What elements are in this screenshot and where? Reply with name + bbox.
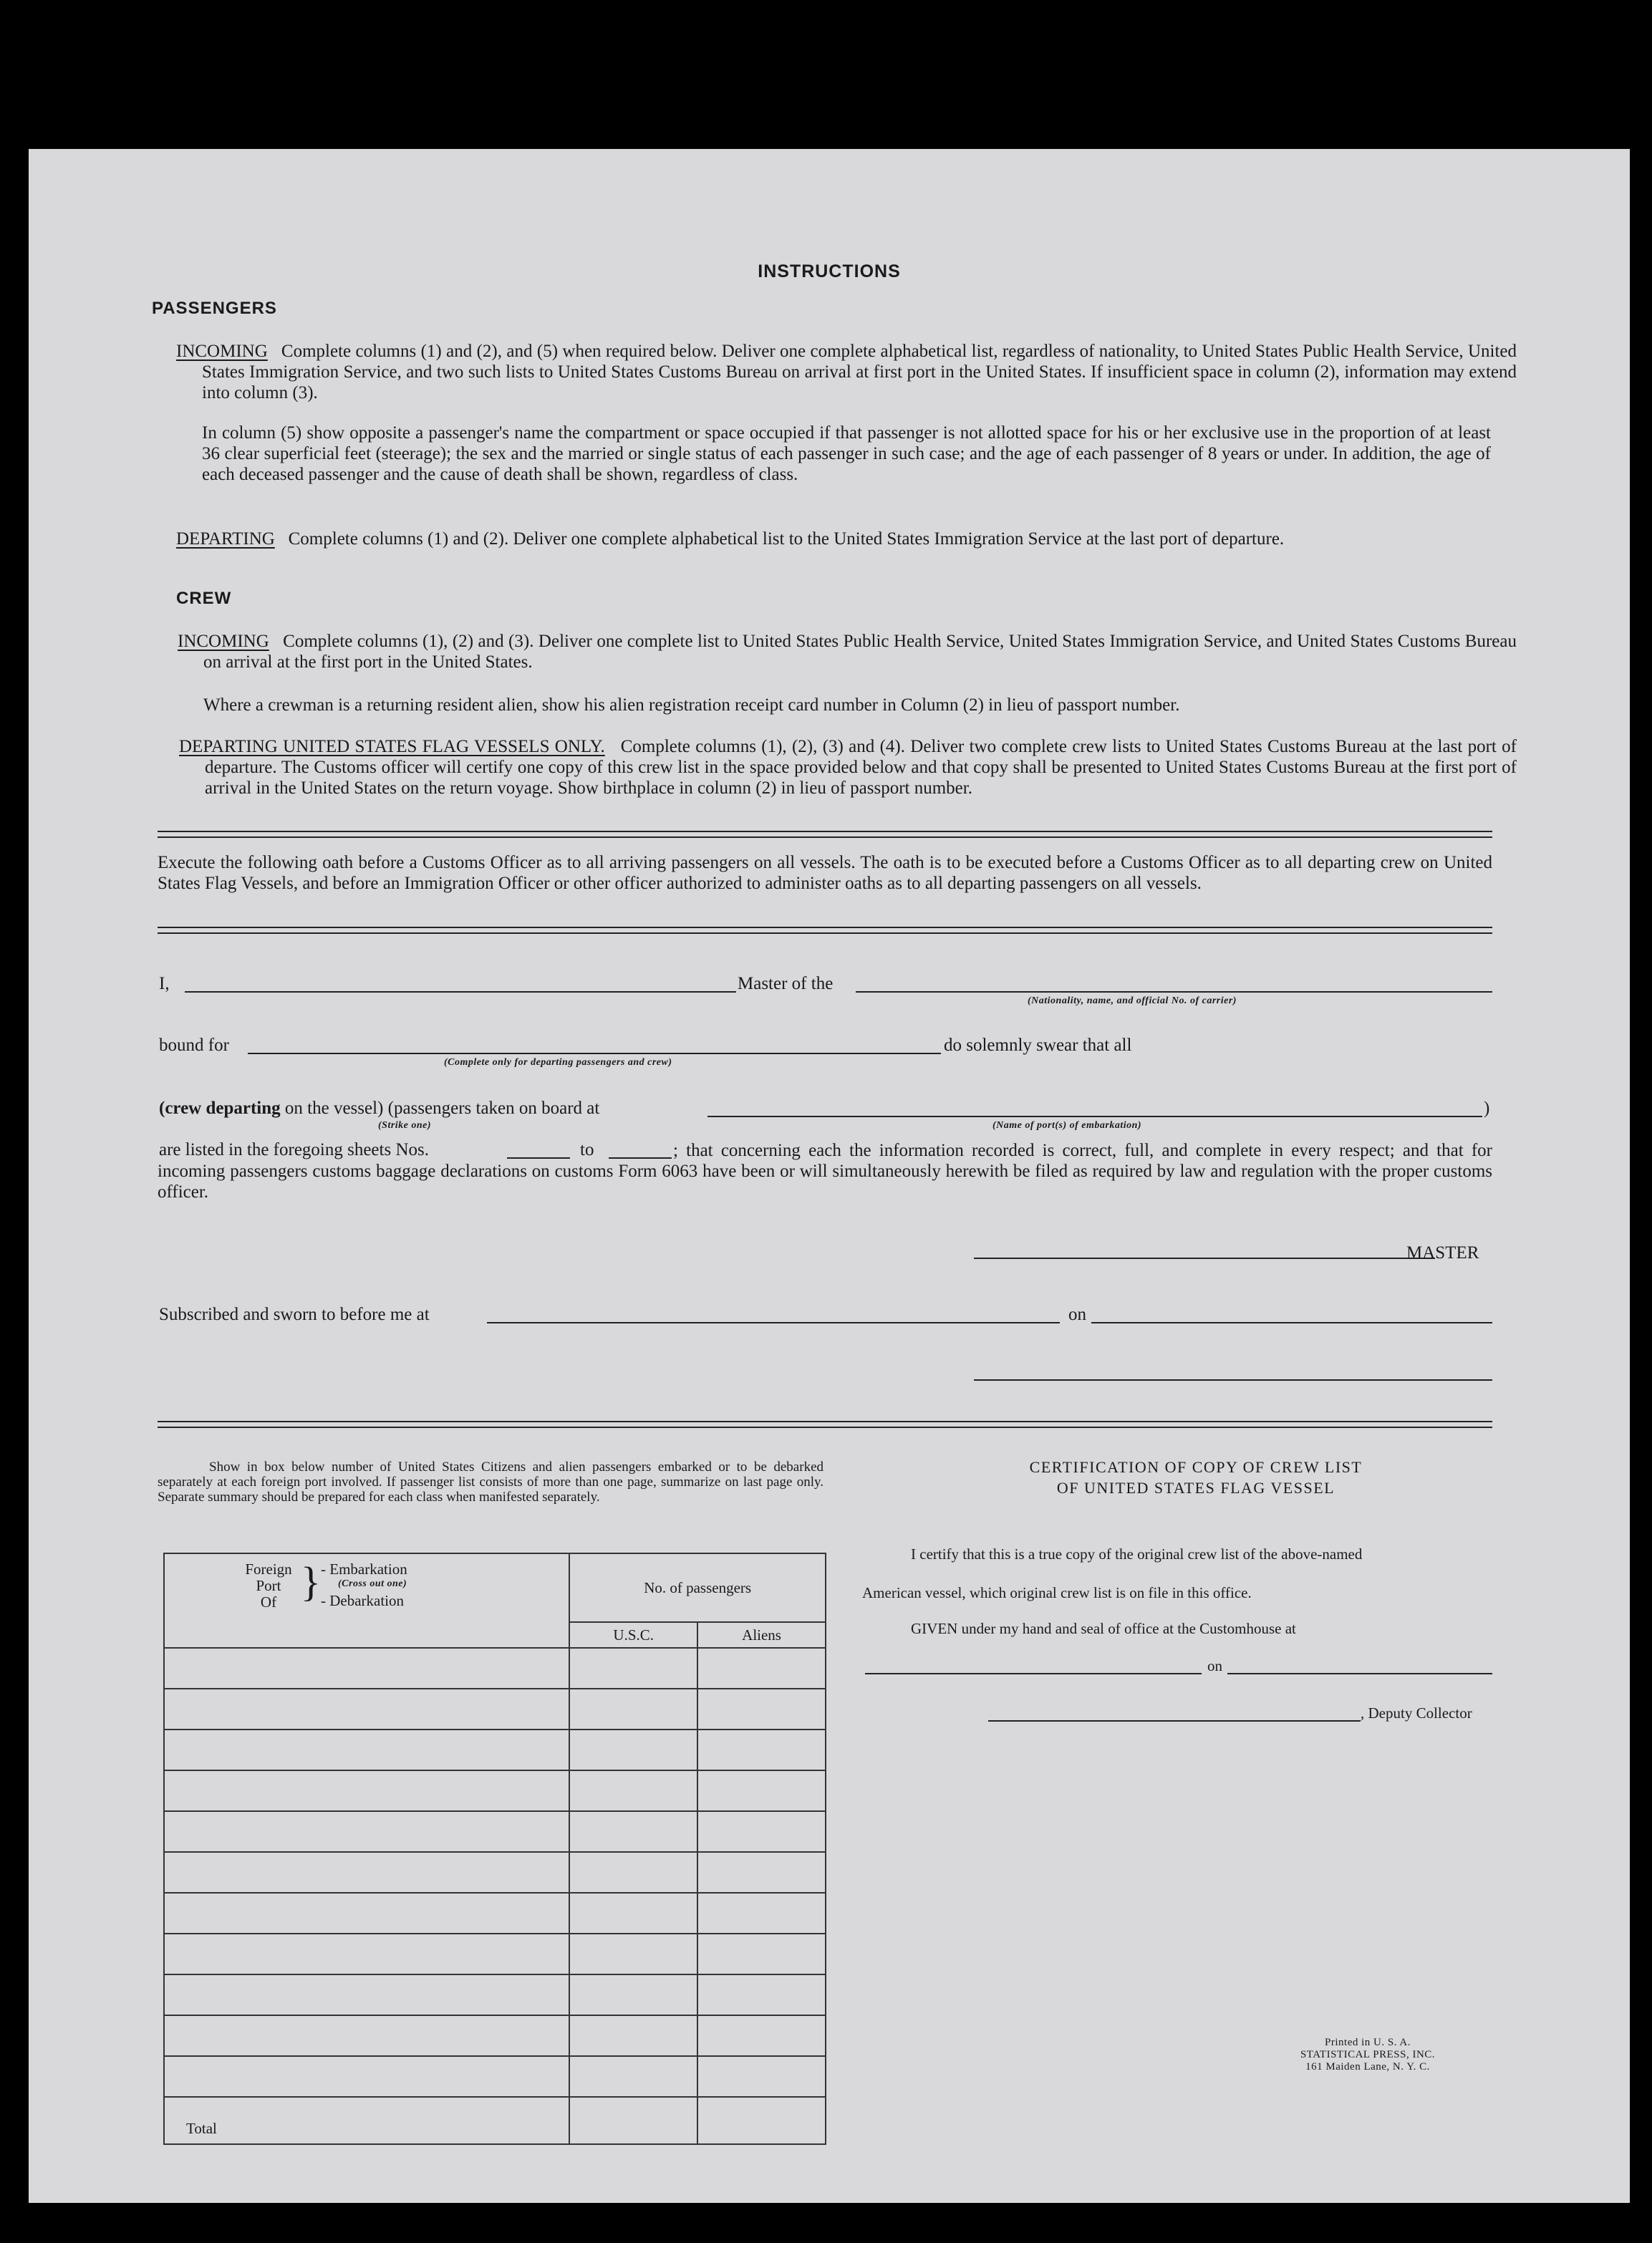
- subscribed-label: Subscribed and sworn to before me at: [159, 1305, 430, 1324]
- passengers-departing-label: DEPARTING: [176, 529, 275, 549]
- sworn-on-label: on: [1068, 1305, 1086, 1324]
- no-of-passengers-header: No. of passengers: [569, 1553, 826, 1622]
- crew-incoming-text: Complete columns (1), (2) and (3). Deliver one complete list to United States Public Health Service, United States Immigration Service, and United States Customs Bureau on arrival at the first port in the United States.: [203, 632, 1517, 672]
- passenger-summary-table: [163, 1553, 826, 2145]
- strike-one-caption: (Strike one): [378, 1120, 432, 1131]
- aliens-count-cell[interactable]: [697, 2015, 826, 2056]
- port-caption: (Name of port(s) of embarkation): [992, 1120, 1142, 1131]
- passengers-incoming-text: Complete columns (1) and (2), and (5) when required below. Deliver one complete alphabetical list, regardless of nationality, to United States Public Health Service, United States Immigration Service, and two such lists to United States Customs Bureau on arrival at first port in the United States. If insufficient space in column (2), information may extend into column (3).: [202, 342, 1517, 402]
- master-name-field[interactable]: [185, 991, 736, 993]
- bound-for-caption: (Complete only for departing passengers and crew): [444, 1057, 672, 1068]
- passengers-departing-block: [176, 529, 1517, 549]
- master-of-the-label: Master of the: [738, 974, 834, 993]
- form-page: [29, 149, 1630, 2203]
- port-cell[interactable]: [164, 1934, 569, 1974]
- oath-statement: ; that concerning each the information recorded is correct, full, and complete in every respect; and that for incoming passengers customs baggage declarations on customs Form 6063 have been or will simultaneously herewith be filed as required by law and regulation with the proper customs officer.: [158, 1141, 1492, 1202]
- usc-count-cell[interactable]: [569, 1770, 697, 1811]
- instructions-title: INSTRUCTIONS: [758, 261, 901, 281]
- usc-count-cell[interactable]: [569, 2015, 697, 2056]
- officer-signature-field[interactable]: [974, 1379, 1492, 1381]
- usc-header: U.S.C.: [569, 1622, 697, 1648]
- aliens-count-cell[interactable]: [697, 1648, 826, 1689]
- usc-count-cell[interactable]: [569, 1893, 697, 1934]
- printer-line3: 161 Maiden Lane, N. Y. C.: [1305, 2061, 1430, 2073]
- column5-instructions: In column (5) show opposite a passenger's name the compartment or space occupied if that passenger is not allotted space for his or her exclusive use in the proportion of at least 36 clear superficial feet (steerage); the sex and the married or single status of each passenger in such case; and the age of each passenger of 8 years or under. In addition, the age of each deceased passenger and the cause of death shall be shown, regardless of class.: [202, 423, 1491, 484]
- usc-count-cell[interactable]: [569, 1934, 697, 1974]
- crew-passengers-line: [159, 1099, 599, 1119]
- crew-departing-text: Complete columns (1), (2), (3) and (4). Deliver two complete crew lists to United States Customs Bureau at the last port of departure. The Customs officer will certify one copy of this crew list in the space provided below and that copy shall be presented to United States Customs Bureau at the first port of arrival in the United States on the return voyage. Show birthplace in column (2) in lieu of passport number.: [205, 737, 1517, 798]
- section-divider: [158, 831, 1492, 838]
- sworn-date-field[interactable]: [1091, 1322, 1492, 1323]
- usc-count-cell[interactable]: [569, 1852, 697, 1893]
- usc-count-cell[interactable]: [569, 1811, 697, 1852]
- port-cell[interactable]: [164, 2015, 569, 2056]
- crew-incoming-block: [178, 631, 1517, 672]
- port-cell[interactable]: [164, 2056, 569, 2097]
- on-the-vessel-text: on the vessel) (passengers taken on board at: [284, 1099, 600, 1118]
- aliens-count-cell[interactable]: [697, 1770, 826, 1811]
- port-cell[interactable]: [164, 1852, 569, 1893]
- cross-out-caption: (Cross out one): [338, 1578, 407, 1589]
- printer-imprint: [1275, 2037, 1461, 2073]
- printer-line1: Printed in U. S. A.: [1325, 2037, 1411, 2048]
- certification-title-line1: CERTIFICATION OF COPY OF CREW LIST: [1029, 1458, 1363, 1476]
- certify-line1: I certify that this is a true copy of the original crew list of the above-named: [911, 1545, 1363, 1563]
- foreign-port-of-label: Foreign Port Of: [245, 1561, 292, 1611]
- port-cell[interactable]: [164, 1893, 569, 1934]
- passengers-incoming-label: INCOMING: [176, 342, 268, 361]
- summary-instructions: Show in box below number of United States Citizens and alien passengers embarked or to be debarked separately at each foreign port involved. If passenger list consists of more than one page, summarize on last page only. Separate summary should be prepared for each class when manifested separately.: [158, 1460, 823, 1505]
- listed-sheets-label: are listed in the foregoing sheets Nos.: [159, 1140, 429, 1159]
- total-label-cell: [164, 2097, 569, 2144]
- resident-alien-note: Where a crewman is a returning resident alien, show his alien registration receipt card number in Column (2) in lieu of passport number.: [203, 695, 1180, 715]
- crew-departing-block: [179, 736, 1517, 799]
- port-header-cell: [164, 1553, 569, 1648]
- usc-count-cell[interactable]: [569, 1730, 697, 1770]
- section-divider: [158, 927, 1492, 934]
- certification-title: [888, 1457, 1504, 1498]
- passengers-departing-text: Complete columns (1) and (2). Deliver one complete alphabetical list to the United States Immigration Service at the last port of departure.: [288, 529, 1285, 549]
- debarkation-option[interactable]: - Debarkation: [321, 1592, 405, 1609]
- oath-i-label: I,: [159, 974, 170, 993]
- port-cell[interactable]: [164, 1689, 569, 1730]
- master-label: MASTER: [1406, 1243, 1479, 1263]
- crew-heading: CREW: [176, 589, 232, 608]
- do-swear-label: do solemnly swear that all: [944, 1036, 1132, 1055]
- certification-date-field[interactable]: [1227, 1673, 1492, 1674]
- usc-total-cell[interactable]: [569, 2097, 697, 2144]
- certification-on-label: on: [1207, 1657, 1222, 1674]
- aliens-count-cell[interactable]: [697, 1974, 826, 2015]
- port-cell[interactable]: [164, 1974, 569, 2015]
- port-cell[interactable]: [164, 1730, 569, 1770]
- embarkation-port-field[interactable]: [707, 1116, 1482, 1117]
- certify-line2: American vessel, which original crew list is on file in this office.: [862, 1584, 1252, 1601]
- deputy-collector-signature-field[interactable]: [988, 1720, 1361, 1722]
- customhouse-field[interactable]: [865, 1673, 1202, 1674]
- aliens-count-cell[interactable]: [697, 1811, 826, 1852]
- brace-symbol: }: [301, 1558, 321, 1605]
- total-label: Total: [186, 2120, 217, 2137]
- port-cell[interactable]: [164, 1811, 569, 1852]
- aliens-count-cell[interactable]: [697, 1852, 826, 1893]
- aliens-total-cell[interactable]: [697, 2097, 826, 2144]
- usc-count-cell[interactable]: [569, 2056, 697, 2097]
- given-line: GIVEN under my hand and seal of office at the Customhouse at: [911, 1620, 1296, 1637]
- sworn-place-field[interactable]: [487, 1322, 1060, 1323]
- carrier-caption: (Nationality, name, and official No. of carrier): [1028, 995, 1237, 1006]
- certification-title-line2: OF UNITED STATES FLAG VESSEL: [1056, 1479, 1335, 1497]
- aliens-count-cell[interactable]: [697, 1689, 826, 1730]
- aliens-count-cell[interactable]: [697, 1934, 826, 1974]
- usc-count-cell[interactable]: [569, 1648, 697, 1689]
- aliens-header: Aliens: [697, 1622, 826, 1648]
- sheet-to-label: to: [580, 1140, 594, 1159]
- port-cell[interactable]: [164, 1648, 569, 1689]
- usc-count-cell[interactable]: [569, 1689, 697, 1730]
- aliens-count-cell[interactable]: [697, 1893, 826, 1934]
- aliens-count-cell[interactable]: [697, 2056, 826, 2097]
- crew-departing-option[interactable]: (crew departing: [159, 1099, 281, 1118]
- crew-departing-label: DEPARTING UNITED STATES FLAG VESSELS ONLY.: [179, 737, 605, 756]
- crew-incoming-label: INCOMING: [178, 632, 269, 651]
- bound-for-label: bound for: [159, 1036, 229, 1055]
- printer-line2: STATISTICAL PRESS, INC.: [1300, 2049, 1436, 2060]
- bound-for-field[interactable]: [248, 1053, 941, 1054]
- master-signature-field[interactable]: [974, 1258, 1435, 1259]
- usc-count-cell[interactable]: [569, 1974, 697, 2015]
- section-divider: [158, 1421, 1492, 1428]
- carrier-field[interactable]: [856, 991, 1492, 993]
- oath-instructions: Execute the following oath before a Customs Officer as to all arriving passengers on all vessels. The oath is to be executed before a Customs Officer as to all departing crew on United States Flag Vessels, and before an Immigration Officer or other officer authorized to administer oaths as to all departing passengers on all vessels.: [158, 853, 1492, 893]
- embarkation-option[interactable]: - Embarkation: [321, 1561, 407, 1578]
- deputy-collector-label: , Deputy Collector: [1361, 1704, 1472, 1722]
- port-cell[interactable]: [164, 1770, 569, 1811]
- passengers-heading: PASSENGERS: [152, 299, 277, 318]
- close-paren: ): [1484, 1099, 1490, 1118]
- passengers-incoming-block: [176, 341, 1517, 403]
- aliens-count-cell[interactable]: [697, 1730, 826, 1770]
